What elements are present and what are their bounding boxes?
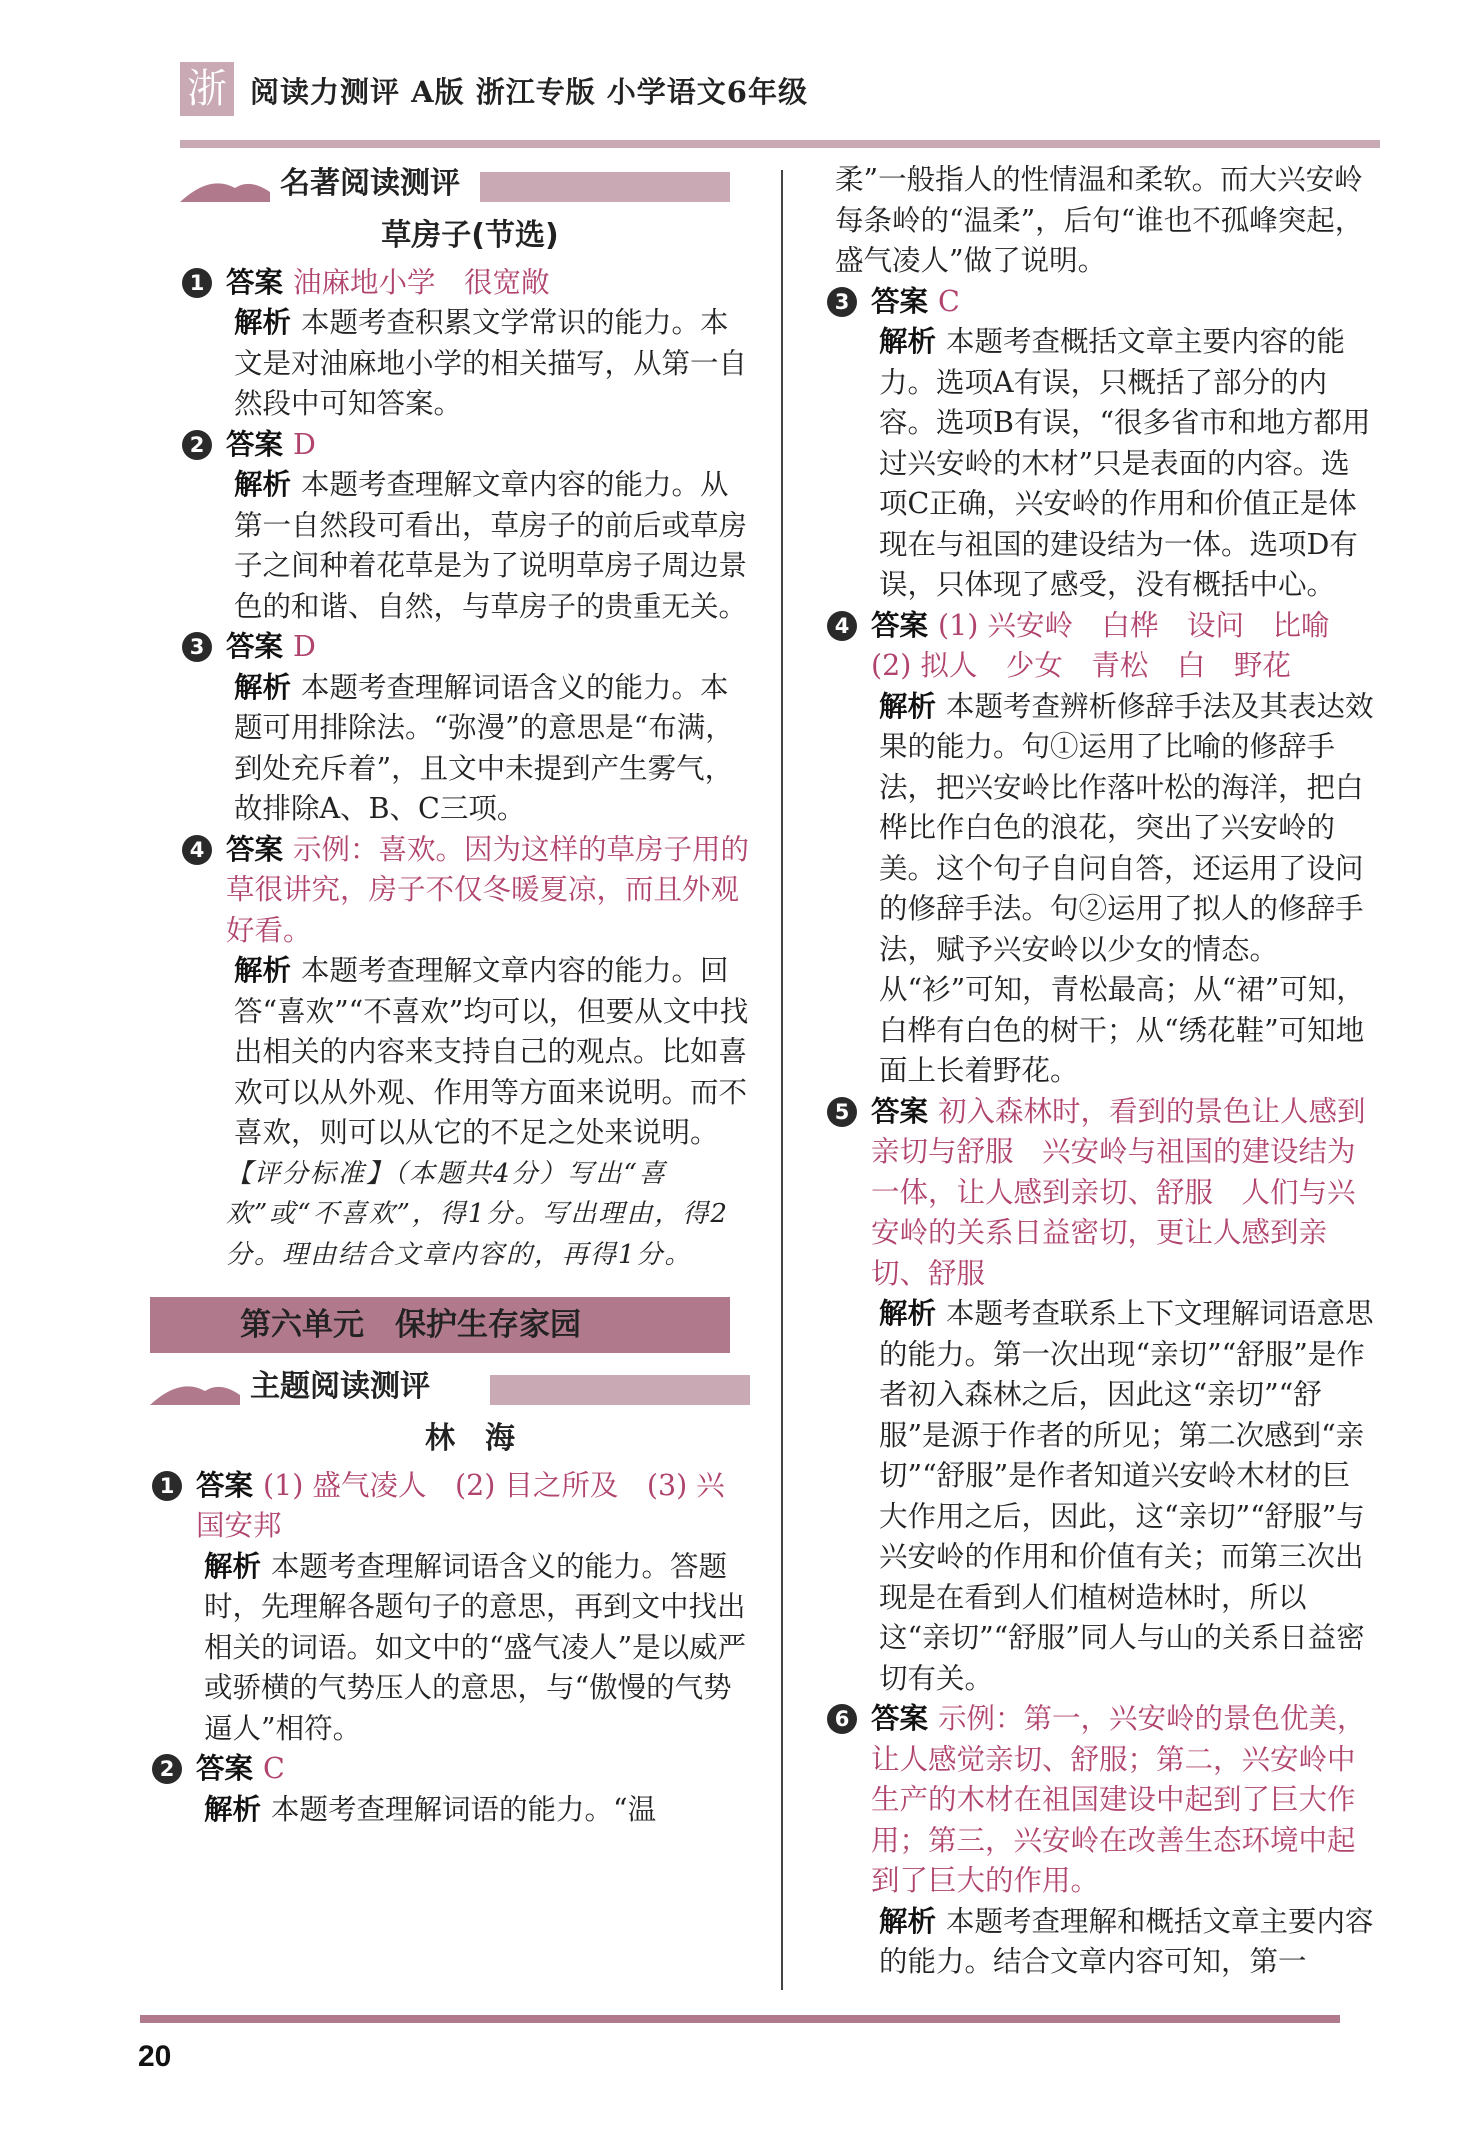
analysis-text: 本题考查理解文章内容的能力。回答“喜欢”“不喜欢”均可以，但要从文中找出相关的内容来支持自己的观点。比如喜欢可以从外观、作用等方面来说明。而不喜欢，则可以从它的不足之处来说明。 [234,954,749,1149]
scoring-criteria: 【评分标准】（本题共4分）写出“喜欢”或“不喜欢”，得1分。写出理由，得2分。理由结合文章内容的，再得1分。 [226,1158,729,1270]
answer-label: 答案 [226,630,284,663]
answer-label: 答案 [871,284,929,318]
section-bar [490,1375,750,1405]
question-item [190,425,750,628]
analysis-label: 解析 [234,954,292,987]
header-title: 阅读力测评 A版 浙江专版 小学语文6年级 [250,75,808,109]
question-item [835,1699,1375,1983]
answer-text: 示例：第一，兴安岭的景色优美，让人感觉亲切、舒服；第二，兴安岭中生产的木材在祖国建设中起到了巨大作用；第三，兴安岭在改善生态环境中起到了巨大的作用。 [871,1702,1366,1897]
answer-label: 答案 [226,265,284,299]
question-number: 1 [152,1471,182,1501]
analysis-text: 本题考查联系上下文理解词语意思的能力。第一次出现“亲切”“舒服”是作者初入森林之后，因此这“亲切”“舒服”是源于作者的所见；第二次感到“亲切”“舒服”是作者知道兴安岭木材的巨大作用之后，因此，这“亲切”“舒服”与兴安岭的作用和价值有关；而第三次出现是在看到人们植树造林时，所以这“亲切”“舒服”同人与山的关系日益密切有关。 [879,1297,1374,1695]
answer-text: 初入森林时，看到的景色让人感到亲切与舒服 兴安岭与祖国的建设结为一体，让人感到亲切、舒服 人们与兴安岭的关系日益密切，更让人感到亲切、舒服 [871,1094,1366,1290]
left-column [159,160,750,1830]
unit-banner [150,1297,730,1353]
footer-rule [140,2015,1340,2023]
bird-icon [150,1381,240,1407]
question-item [835,606,1375,1092]
question-number: 2 [152,1754,182,1784]
question-item [160,1749,750,1830]
analysis-text: 本题考查概括文章主要内容的能力。选项A有误，只概括了部分的内容。选项B有误，“很多省市和地方都用过兴安岭的木材”只是表面的内容。选项C正确，兴安岭的作用和价值正是体现在与祖国的建设结为一体。选项D有误，只体现了感受，没有概括中心。 [879,325,1371,601]
question-number: 6 [827,1704,857,1734]
analysis-text: 本题考查理解词语含义的能力。本题可用排除法。“弥漫”的意思是“布满，到处充斥着”，且文中未提到产生雾气，故排除A、B、C三项。 [234,670,734,825]
answer-text: 示例：喜欢。因为这样的草房子用的草很讲究，房子不仅冬暖夏凉，而且外观好看。 [226,832,750,947]
analysis-label: 解析 [204,1549,262,1583]
unit-title: 第六单元 保护生存家园 [240,1307,581,1343]
analysis-label: 解析 [234,670,292,704]
header-logo: 浙 [180,62,234,116]
question-item [190,263,750,425]
answer-text: C [938,284,960,318]
answer-label: 答案 [871,1094,929,1128]
analysis-text: 本题考查理解和概括文章主要内容的能力。结合文章内容可知，第一 [879,1904,1374,1978]
article-title: 草房子(节选) [381,218,559,253]
answer-label: 答案 [871,608,929,642]
analysis-label: 解析 [879,325,937,358]
analysis-label: 解析 [879,689,937,723]
section-title: 名著阅读测评 [280,166,460,201]
answer-label: 答案 [226,427,284,461]
question-item [835,282,1375,606]
question-number: 1 [182,268,212,298]
analysis-text: 本题考查理解文章内容的能力。从第一自然段可看出，草房子的前后或草房子之间种着花草是为了说明草房子周边景色的和谐、自然，与草房子的贵重无关。 [234,468,748,623]
answer-text: 油麻地小学 很宽敞 [293,265,550,299]
answer-label: 答案 [196,1468,254,1502]
answer-label: 答案 [871,1702,929,1735]
question-number: 3 [182,632,212,662]
question-number: 5 [827,1097,857,1127]
answer-text: C [263,1752,285,1785]
answer-text: D [293,427,316,461]
section-header [190,1367,750,1411]
answer-label: 答案 [226,832,284,866]
question-number: 4 [827,611,857,641]
analysis-text: 本题考查积累文学常识的能力。本文是对油麻地小学的相关描写，从第一自然段中可知答案。 [234,306,748,420]
analysis-label: 解析 [234,306,292,339]
bird-icon [180,178,270,204]
answer-text: (1) 兴安岭 白桦 设问 比喻 (2) 拟人 少女 青松 白 野花 [871,608,1358,682]
analysis-label: 解析 [879,1904,937,1938]
header-rule [180,140,1380,148]
question-item [835,1092,1375,1700]
analysis-text: 本题考查辨析修辞手法及其表达效果的能力。句①运用了比喻的修辞手法，把兴安岭比作落叶松的海洋，把白桦比作白色的浪花，突出了兴安岭的美。这个句子自问自答，还运用了设问的修辞手法。句②运用了拟人的修辞手法，赋予兴安岭以少女的情态。从“衫”可知，青松最高；从“裙”可知，白桦有白色的树干；从“绣花鞋”可知地面上长着野花。 [879,689,1374,1087]
section-title: 主题阅读测评 [250,1369,430,1404]
analysis-text: 本题考查理解词语含义的能力。答题时，先理解各题句子的意思，再到文中找出相关的词语。如文中的“盛气凌人”是以威严或骄横的气势压人的意思，与“傲慢的气势逼人”相符。 [204,1549,747,1745]
analysis-label: 解析 [234,468,292,501]
section-header [190,164,750,208]
analysis-text: 本题考查理解词语的能力。“温 [271,1792,657,1826]
question-item [190,830,750,1276]
section-bar [480,172,730,202]
question-number: 2 [182,430,212,460]
article-title: 林 海 [425,1421,515,1456]
answer-label: 答案 [196,1752,254,1785]
question-item [160,1466,750,1750]
continued-text: 柔”一般指人的性情温和柔软。而大兴安岭每条岭的“温柔”，后句“谁也不孤峰突起，盛气凌人”做了说明。 [835,163,1364,277]
answer-text: (1) 盛气凌人 (2) 目之所及 (3) 兴国安邦 [196,1468,725,1542]
right-column [835,160,1375,1983]
page-number: 20 [138,2040,172,2073]
question-number: 4 [182,835,212,865]
column-divider [781,170,783,1990]
answer-text: D [293,630,316,663]
question-number: 3 [827,287,857,317]
question-item [190,627,750,830]
analysis-label: 解析 [204,1792,262,1826]
analysis-label: 解析 [879,1297,937,1330]
